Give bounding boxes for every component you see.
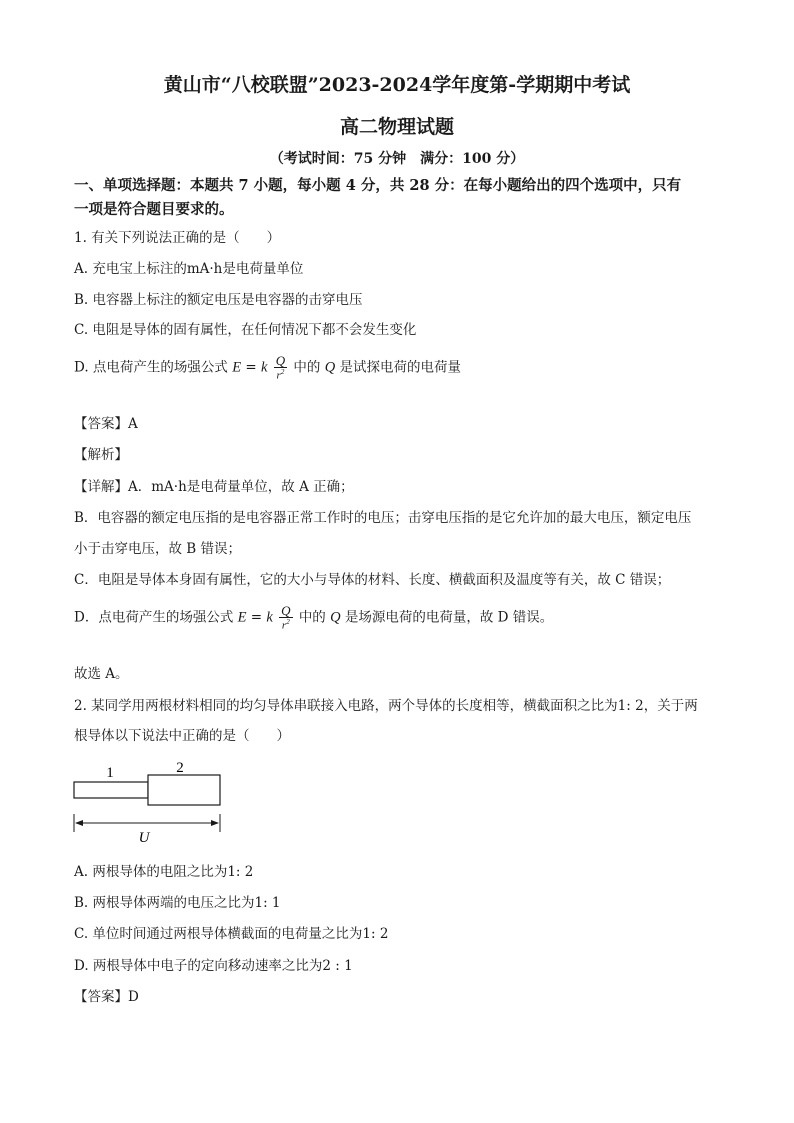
q1-option-d-prefix: D. 点电荷产生的场强公式: [74, 359, 228, 376]
voltage-arrow-right: [211, 820, 219, 826]
formula-q: Q: [324, 359, 336, 376]
q2-stem-line1: 2. 某同学用两根材料相同的均匀导体串联接入电路，两个导体的长度相等，横截面积之比为1: 2，关于两: [74, 698, 698, 714]
voltage-label: U: [138, 830, 150, 846]
formula-k: k: [266, 609, 273, 626]
conductor-1-label: 1: [106, 765, 114, 781]
exam-info: （考试时间：75 分钟 满分：100 分）: [269, 151, 525, 167]
q1-detail-c: C．电阻是导体本身固有属性，它的大小与导体的材料、长度、横截面积及温度等有关，故 C 错误；: [74, 572, 671, 588]
q1-detail-b-line2: 小于击穿电压，故 B 错误；: [74, 541, 242, 557]
formula-e: E: [237, 609, 247, 626]
page-subtitle: 高二物理试题: [339, 116, 454, 138]
section-heading-line2: 一项是符合题目要求的。: [74, 201, 234, 218]
q1-analysis-label: 【解析】: [74, 447, 128, 463]
q1-option-c: C. 电阻是导体的固有属性，在任何情况下都不会发生变化: [74, 322, 417, 338]
conductor-2: [148, 775, 220, 805]
q1-detail-d: [74, 604, 553, 632]
formula-fraction: [279, 604, 292, 632]
section-heading-line1: 一、单项选择题：本题共 7 小题，每小题 4 分，共 28 分：在每小题给出的四个选项中，只有: [74, 177, 682, 194]
formula-equals: =: [250, 609, 263, 626]
q1-stem: 1. 有关下列说法正确的是（ ）: [74, 230, 281, 246]
q1-detail-d-prefix: D．点电荷产生的场强公式: [74, 609, 234, 626]
q2-option-d: D. 两根导体中电子的定向移动速率之比为2 : 1: [74, 958, 353, 974]
q1-option-a: A. 充电宝上标注的mA·h是电荷量单位: [74, 261, 304, 277]
q1-option-b: B. 电容器上标注的额定电压是电容器的击穿电压: [74, 292, 363, 308]
conductor-2-label: 2: [176, 760, 184, 776]
formula-numerator: Q: [275, 353, 286, 368]
q1-detail-b-line1: B．电容器的额定电压指的是电容器正常工作时的电压；击穿电压指的是它允许加的最大电压，额定电压: [74, 510, 692, 526]
conductor-1: [74, 782, 148, 798]
q2-stem-line2: 根导体以下说法中正确的是（ ）: [74, 728, 290, 744]
formula-numerator: Q: [281, 603, 291, 618]
formula-k: k: [261, 359, 268, 376]
q1-option-d: [74, 354, 461, 382]
q1-detail-d-mid: 中的: [298, 609, 326, 626]
q2-option-a: A. 两根导体的电阻之比为1: 2: [74, 864, 254, 880]
q1-option-d-mid: 中的: [293, 359, 321, 376]
formula-e: E: [232, 359, 242, 376]
conductor-diagram: [68, 754, 228, 846]
formula-equals: =: [245, 359, 257, 376]
formula-q: Q: [330, 609, 341, 626]
formula-denominator: $r^2$: [274, 367, 287, 382]
q2-option-b: B. 两根导体两端的电压之比为1: 1: [74, 895, 281, 911]
page-title: 黄山市“八校联盟”2023-2024学年度第-学期期中考试: [163, 74, 631, 96]
voltage-arrow-left: [75, 820, 83, 826]
q2-option-c: C. 单位时间通过两根导体横截面的电荷量之比为1: 2: [74, 926, 389, 942]
formula-fraction: [274, 354, 287, 382]
q2-answer: 【答案】D: [74, 989, 139, 1005]
q1-detail-a: 【详解】A．mA·h是电荷量单位，故 A 正确；: [74, 479, 354, 495]
q1-answer: 【答案】A: [74, 416, 138, 432]
q1-conclusion: 故选 A。: [74, 666, 129, 682]
q1-detail-d-end: 是场源电荷的电荷量，故 D 错误。: [344, 609, 554, 626]
q1-option-d-end: 是试探电荷的电荷量: [339, 359, 461, 376]
formula-denominator: $r^2$: [279, 617, 292, 632]
